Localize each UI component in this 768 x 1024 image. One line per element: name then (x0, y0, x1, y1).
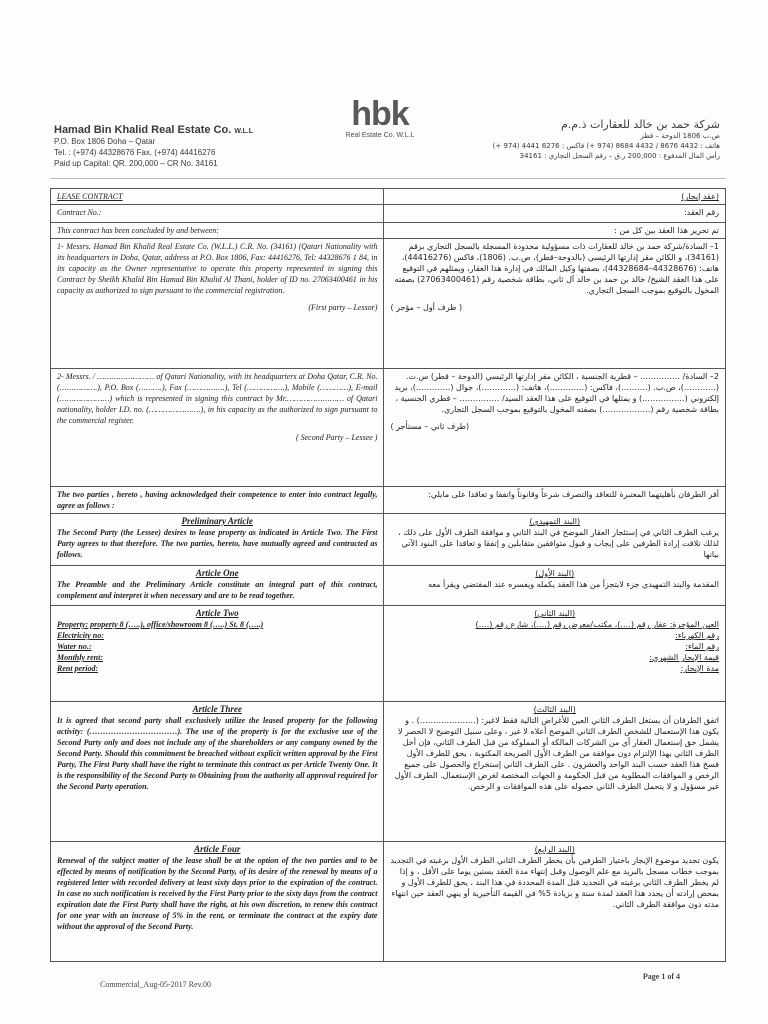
lease-contract-table (50, 188, 726, 962)
party-two-text-ar: 2– السادة/ …………… – قطرية الجنسية ، الكائن مقر إدارتها الرئيسي (الدوحة – قطر) س.ت. (…………)، ص.ب. (……….)، فاكس: (………….)، هاتف: (………….)، جوال (………….)، بريد إلكتروني (…………….) و يمثلها في التوقيع على هذا العقد السيد/ …………… – قطري الجنسية ، بطاقة شخصية رقم (………………) بصفته المخول بالتوقيع بموجب السجل التجاري. (394, 372, 719, 414)
article-four-en (51, 842, 384, 962)
capital-ar: رأس المال المدفوع : 200,000 ر.ق – رقم السجل التجاري : 34161 (519, 152, 720, 160)
title-row (51, 189, 726, 205)
article-two-title-en: Article Two (195, 608, 239, 618)
preliminary-article-ar (384, 514, 726, 566)
rent-period-field-ar: مدة الإيجار: (680, 664, 719, 673)
concluded-en: This contract has been concluded by and between: (51, 223, 384, 239)
parties-agree-en: The two parties , hereto , having acknowledged their competence to enter into contract legally, agree as follows : (51, 487, 384, 514)
po-box: P.O. Box 1806 Doha – Qatar (54, 137, 156, 146)
article-four-title-en: Article Four (194, 844, 241, 854)
logo-subtitle: Real Estate Co. W.L.L (345, 132, 415, 139)
monthly-rent-field-en: Monthly rent: (57, 653, 104, 662)
parties-agree-row (51, 487, 726, 514)
article-three-text-ar: اتفق الطرفان أن يستغل الطرف الثاني العين للأغراض التالية فقط لاغير: (…………………) . و يكون هذا الإستعمال للشخص الطرف الثاني الموضح أعلاه لا غير ، وعلى سبيل التوضيح لا الحصر لا يشمل حق إستعمال العقار أي من الشركات المالكة أو المملوكة من قبل الطرف الثاني، فإن أخل الطرف الثاني بهذا الإلتزام دون موافقة من الطرف الأول الصريحة المكتوبة ، يحق للطرف الأول فسخ هذا العقد حسب البند الواحد والعشرون . على الطرف الثاني إستخراج والحصول على جميع الرخص و الموافقات المطلوبة من قبل الحكومة و الجهات المختصة لغرض الإستعمال. الطرف الأول غير مسؤول و لا يتحمل الطرف الثاني حصوله على هذه الموافقات و الرخص. (394, 716, 719, 791)
preliminary-title-ar: (البند التمهيدي) (529, 517, 581, 526)
party-two-en (51, 369, 384, 487)
article-four-row (51, 842, 726, 962)
company-name-ar: شركة حمد بن خالد للعقارات ذ.م.م (560, 118, 720, 131)
monthly-rent-field-ar: قيمة الإيجار الشهري: (649, 653, 719, 662)
water-field-ar: رقم الماء: (685, 642, 719, 651)
party-two-role-ar: (طرف ثاني – مستأجر ) (390, 422, 470, 431)
po-box-ar: ص.ب 1806 الدوحة – قطر (640, 132, 720, 140)
article-two-row (51, 606, 726, 702)
article-three-ar (384, 702, 726, 842)
company-header-ar (450, 118, 720, 161)
party-one-text-en: 1- Messrs. Hamad Bin Khalid Real Estate Co. (W.L.L.) C.R. No. (34161) (Qatari Nationality with its headquarters in Doha, Qatar, address at P.O. Box 1806, Fax: 44416276, Tel: 44328676 1 84, in its capacity as the Owner representative to operate this property represented in signing this Contract by Sheikh Khalid Bin Hamad Bin Khalid Al Thani, holder of ID no. 27063400461 in his capacity as authorized to sign pursuant to the commercial registration. (57, 242, 378, 295)
article-one-en (51, 566, 384, 606)
page-number: Page 1 of 4 (642, 972, 680, 981)
property-field-ar: العين المؤجرة: عقار رقم (….)، مكتب/معرض رقم (….)، شارع رقم (….) (475, 620, 719, 629)
company-header-en (54, 124, 314, 169)
contract-title-en: LEASE CONTRACT (51, 189, 384, 205)
party-two-role-en: ( Second Party – Lessee ) (295, 433, 378, 442)
contract-number-label-ar: رقم العقد: (384, 205, 726, 223)
rent-period-field-en: Rent period: (57, 664, 99, 673)
article-one-row (51, 566, 726, 606)
article-two-title-ar: (البند الثاني) (534, 609, 576, 618)
article-four-title-ar: (البند الرابع) (534, 845, 575, 854)
preliminary-article-row (51, 514, 726, 566)
header-divider (50, 178, 726, 179)
electricity-field-en: Electricity no: (57, 631, 104, 640)
property-field-en: Property: property 8 (…..), office/showroom 8 (…..) St. 8 (…..) (57, 620, 264, 629)
preliminary-title-en: Preliminary Article (181, 516, 253, 526)
party-one-role-en: (First party – Lessor) (308, 303, 378, 312)
phone-ar: هاتف : 4432 8676 / 4432 8684 (974 +) فاكس : 6276 4441 (974 +) (492, 142, 720, 150)
preliminary-text-en: The Second Party (the Lessee) desires to lease property as indicated in Article Two. The First Party agrees to that therefore. The two parties, hereto, have mutually agreed and contracted as follows. (57, 528, 378, 559)
article-three-title-ar: (البند الثالث) (533, 705, 576, 714)
tel-fax: Tel. : (+974) 44328676 Fax. (+974) 44416276 (54, 148, 216, 157)
article-two-ar (384, 606, 726, 702)
preliminary-text-ar: يرغب الطرف الثاني في إستئجار العقار الموضح في البند الثاني و موافقة الطرف الأول على ذلك ، لذلك تلاقت إرادة الطرفين على إيجاب و قبول متوافقين متقابلين و إتفقا و تعاقدا على البنود الآتي بيانها (398, 528, 719, 559)
paid-up-capital: Paid up Capital: QR. 200,000 – CR No. 34161 (54, 159, 218, 168)
party-two-text-en: 2- Messrs. / …………………… of Qatari Nationality, with its headquarters at Doha Qatar, C.R. No. (…………….), P.O. Box (……….), Fax (…………….), Tel (…………….), Mobile (…………), E-mail (…………………) which is represented in signing this contract by Mr.…………………… of Qatari nationality, holder I.D. no. (………………….), in his capacity as the authorized to sign pursuant to the commercial register. (57, 372, 378, 425)
article-four-text-en: Renewal of the subject matter of the lease shall be at the option of the two parties and to be effected by means of notification by the Second Party, of its desire of the renewal by means of a registered letter with recorded delivery at least sixty days prior to the expiration of the contract. In case no such notification is received by the First Party prior to the sixty days from the contract expiration date the First Party shall have the right, at his own discretion, to renew this contract for one year with an increase of 5% in the rent, or terminate the contract at the expiry date without the approval of the Second Party. (57, 856, 378, 931)
parties-agree-ar: أقر الطرفان بأهليتهما المعتبرة للتعاقد والتصرف شرعاً وقانوناً واتفقا و تعاقدا على مايلي: (384, 487, 726, 514)
party-two-ar (384, 369, 726, 487)
contract-title-ar: (عقد إيجار) (384, 189, 726, 205)
logo-mark: hbk (351, 95, 409, 133)
party-one-ar (384, 239, 726, 369)
party-one-en (51, 239, 384, 369)
party-one-text-ar: 1– السادة/شركة حمد بن خالد للعقارات ذات مسؤولية محدودة المسجلة بالسجل التجاري برقم (34161)، و الكائن مقر إدارتها الرئيسي (بالدوحة–قطر)، ص.ب. (1806)، فاكس (44416276)، هاتف: (44328676–44328684)، بصفتها وكيل المالك في إدارة هذا العقار، ويمثلهم في التوقيع على هذا العقد الشيخ/ خالد بن حمد بن خالد آل ثاني، بطاقة شخصية رقم (27063400461) بصفته المخول بالتوقيع بموجب السجل التجاري. (394, 242, 719, 295)
water-field-en: Water no.: (57, 642, 92, 651)
document-code: Commercial_Aug-05-2017 Rev.00 (100, 980, 212, 989)
article-one-text-en: The Preamble and the Preliminary Article constitute an integral part of this contract, complement and interpret it when necessary and are to be read together. (57, 580, 378, 600)
party-one-row (51, 239, 726, 369)
company-name-en: Hamad Bin Khalid Real Estate Co. W.L.L (54, 124, 253, 136)
article-one-title-en: Article One (195, 568, 239, 578)
party-one-role-ar: ( طرف أول – مؤجر ) (390, 303, 463, 312)
preliminary-article-en (51, 514, 384, 566)
concluded-row (51, 223, 726, 239)
article-three-en (51, 702, 384, 842)
electricity-field-ar: رقم الكهرباء: (675, 631, 719, 640)
concluded-ar: تم تحرير هذا العقد بين كل من : (384, 223, 726, 239)
article-one-title-ar: (البند الأول) (535, 569, 575, 578)
article-four-ar (384, 842, 726, 962)
contract-number-row (51, 205, 726, 223)
party-two-row (51, 369, 726, 487)
article-three-text-en: It is agreed that second party shall exclusively utilize the leased property for the following activity: (……………………………). The use of the property is for the exclusive use of the Second Party only and does not include any of the shareholders or any company owned by the Second Party. Should this commitment be breached without explicit written approval by the First Party, The First Party shall have the right to terminate this contract as per Article Twenty One. It is the responsibility of the Second Party to Obtaining from the authority all approval required for the Second Party operation. (57, 716, 378, 791)
article-four-text-ar: يكون تجديد موضوع الإيجار باختيار الطرفين بأن يخطر الطرف الثاني الطرف الأول برغبته في التجديد بموجب خطاب مسجل بالبريد مع علم الوصول وقبل إنتهاء مدة العقد بستين يوما على الأقل ، و إذا لم يخطر الطرف الثاني برغبته في التجديد قبل المدة المحددة في هذا البند ، يحق للطرف الأول و بمحض إرادته أن يجدد هذا العقد لمدة سنة و بزيادة 5% في القيمة التأجيرية أو ينهي العقد حين انتهاء مدته دون موافقة الطرف الثاني. (390, 856, 719, 909)
article-three-title-en: Article Three (192, 704, 242, 714)
hbk-logo (330, 96, 430, 139)
article-one-text-ar: المقدمة والبند التمهيدي جزء لايتجزأ من هذا العقد يكمله ويفسره عند المقتضي ويقرأ معه (428, 580, 719, 589)
contract-number-label-en: Contract No.: (51, 205, 384, 223)
article-two-en (51, 606, 384, 702)
article-three-row (51, 702, 726, 842)
article-one-ar (384, 566, 726, 606)
